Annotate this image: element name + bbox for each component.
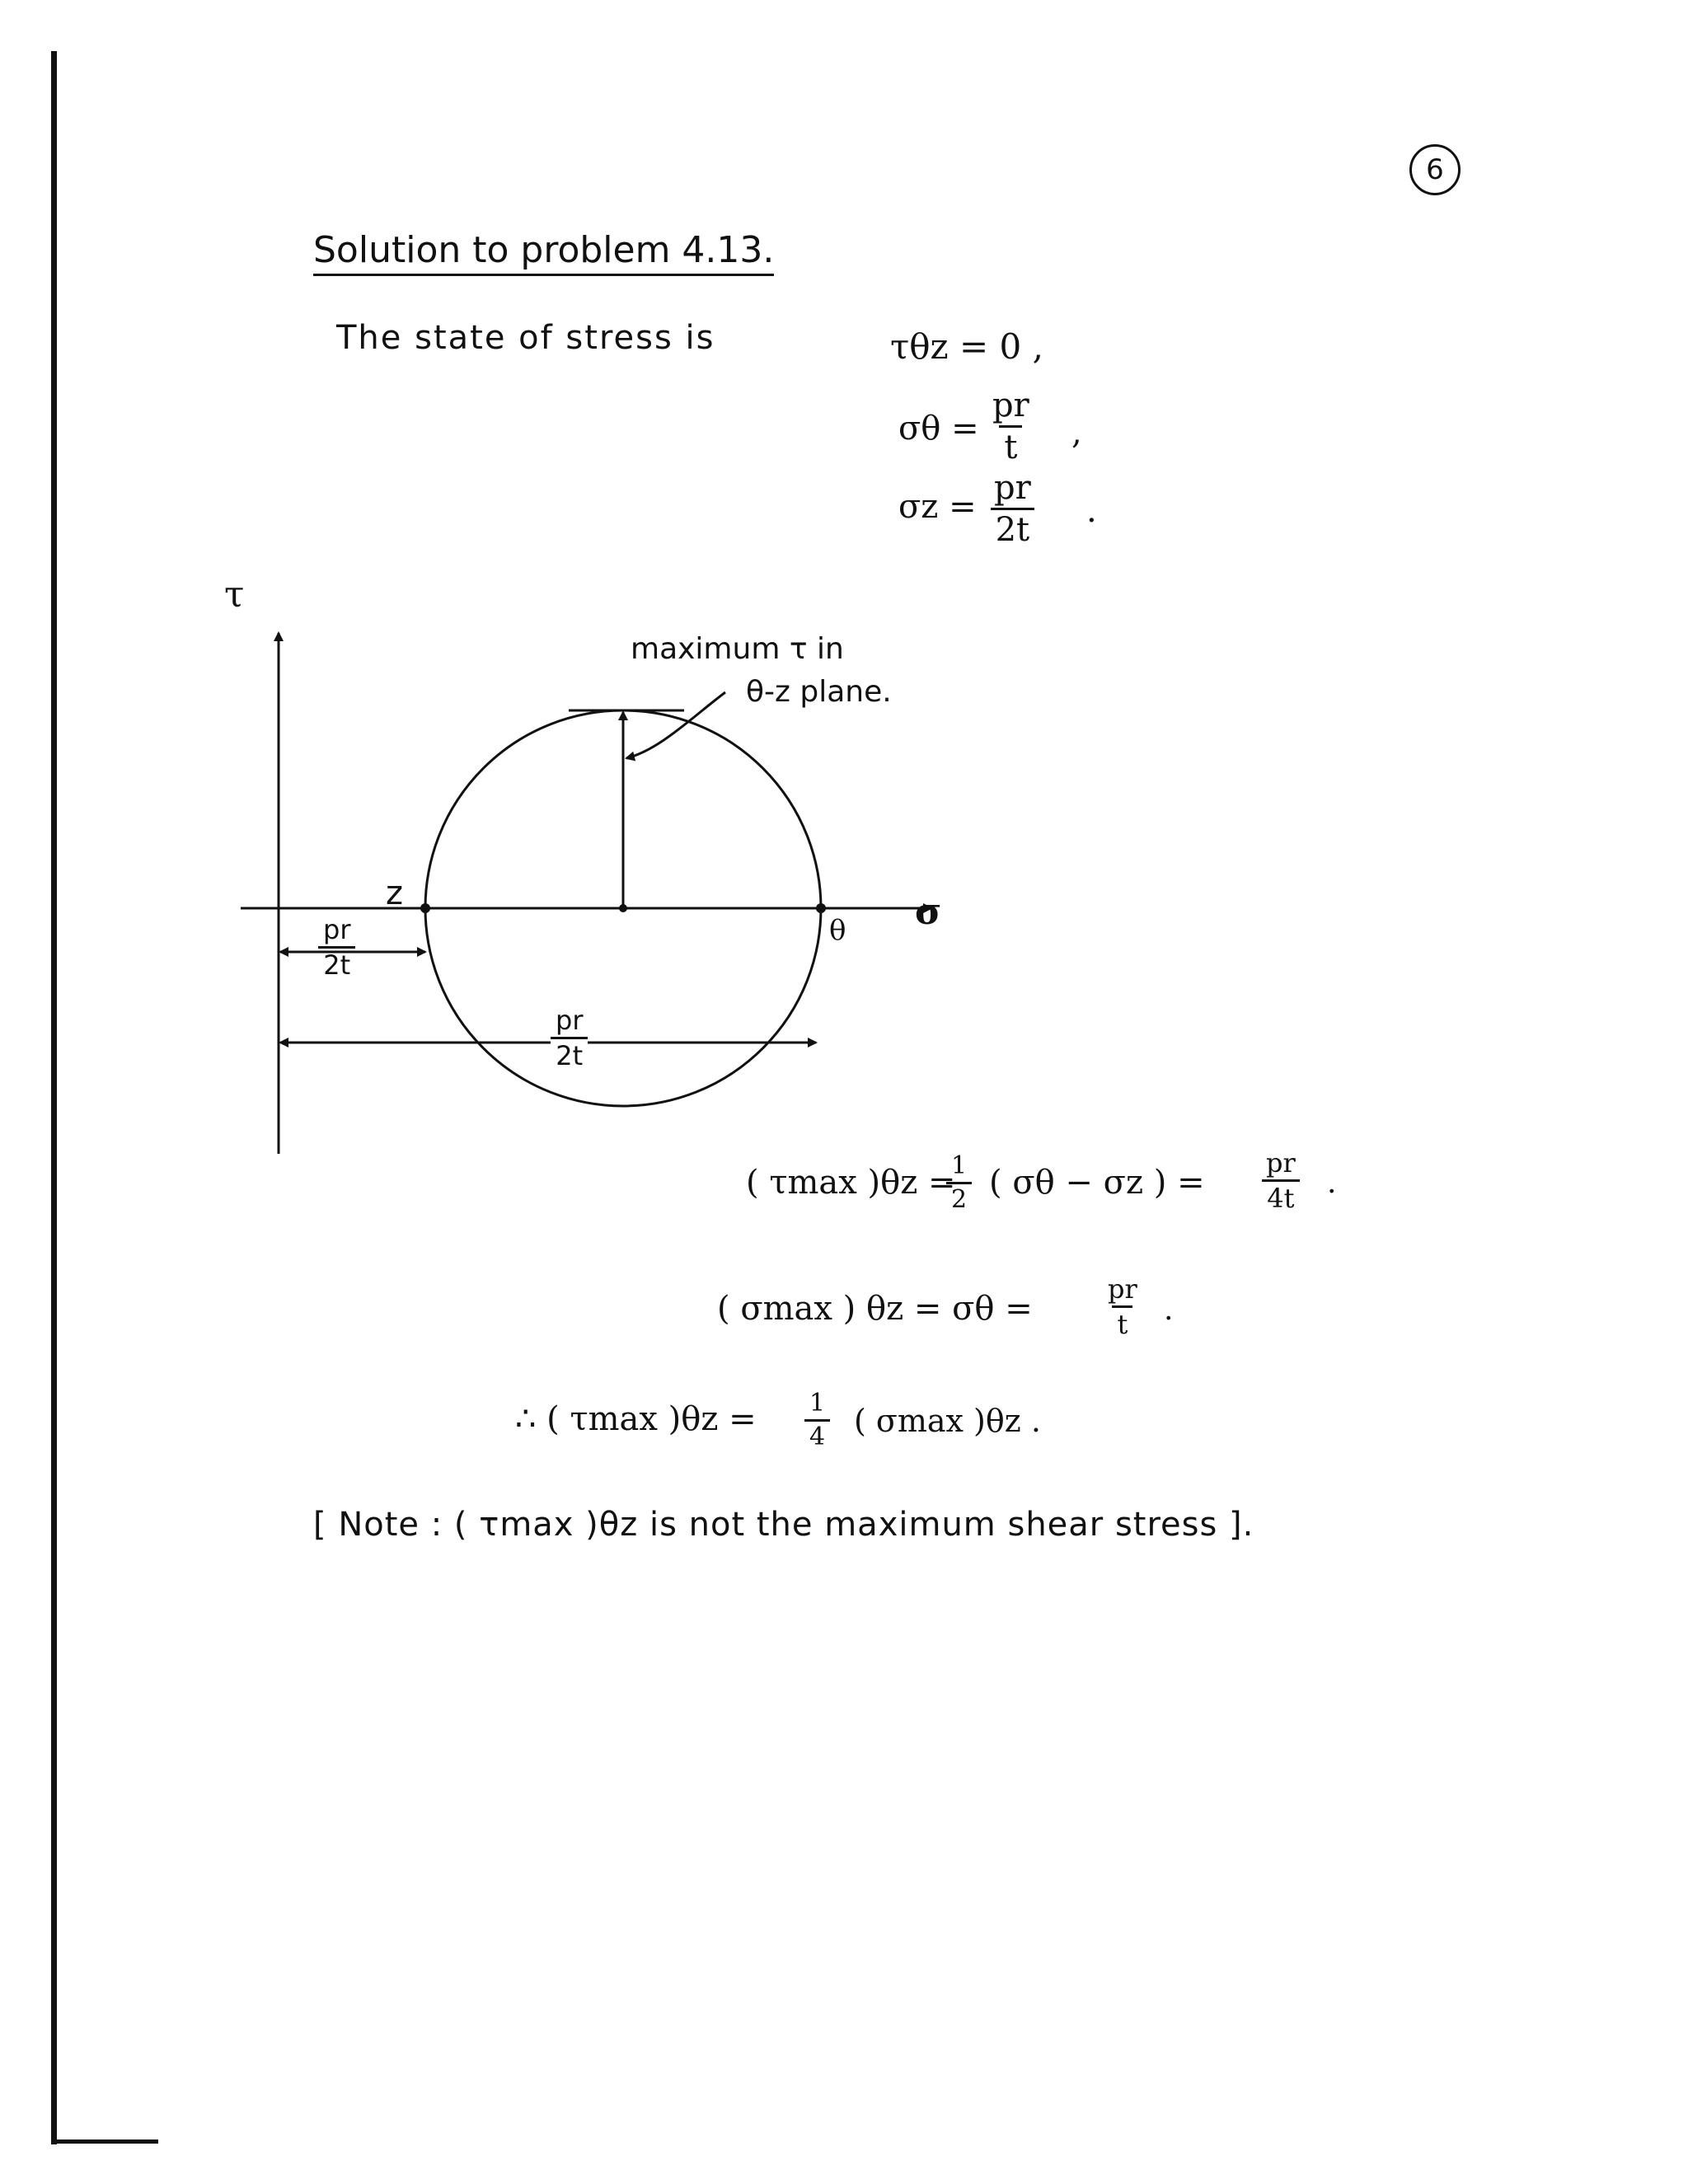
sigma-max-tail: . bbox=[1164, 1293, 1174, 1327]
therefore-lhs: ∴ ( τmax )θz = bbox=[515, 1400, 757, 1438]
theta-point-label: θ bbox=[829, 914, 846, 947]
dimension-2-fraction bbox=[551, 1007, 588, 1069]
z-point-label: z bbox=[386, 874, 403, 912]
sigma-axis-label: σ bbox=[915, 891, 942, 933]
fraction-denominator: 2t bbox=[551, 1037, 588, 1069]
equation-sigma-theta-lhs: σθ = bbox=[898, 410, 979, 448]
fraction-numerator: pr bbox=[992, 387, 1029, 424]
equation-tau-theta-z: τθz = 0 , bbox=[890, 326, 1043, 367]
sigma-max-fraction bbox=[1103, 1273, 1142, 1340]
therefore-fraction bbox=[804, 1391, 830, 1450]
fraction-denominator: 2t bbox=[318, 946, 355, 978]
fraction-numerator: pr bbox=[323, 914, 351, 945]
equation-sigma-z-lhs: σz = bbox=[898, 488, 977, 526]
annotation-leader bbox=[626, 692, 725, 758]
fraction-denominator: 4t bbox=[1262, 1179, 1299, 1212]
point-z bbox=[420, 903, 430, 913]
page-title: Solution to problem 4.13. bbox=[313, 232, 774, 276]
fraction-denominator: t bbox=[1112, 1305, 1132, 1338]
fraction-denominator: 2t bbox=[991, 508, 1035, 546]
annotation-max-tau-line2: θ-z plane. bbox=[746, 675, 892, 709]
page-number: 6 bbox=[1409, 144, 1461, 195]
tau-max-tail: . bbox=[1327, 1166, 1337, 1200]
dimension-1-fraction bbox=[318, 914, 355, 981]
tau-axis-label: τ bbox=[224, 574, 245, 616]
fraction-numerator: 1 bbox=[951, 1151, 968, 1180]
annotation-max-tau-line1: maximum τ in bbox=[631, 632, 844, 666]
fraction-numerator: pr bbox=[1108, 1273, 1137, 1305]
equation-sigma-z-tail: . bbox=[1086, 492, 1097, 530]
sigma-max-lhs: ( σmax ) θz = σθ = bbox=[717, 1290, 1033, 1328]
fraction-numerator: pr bbox=[994, 469, 1031, 507]
tau-max-lhs: ( τmax )θz = bbox=[746, 1164, 956, 1202]
fraction-numerator: 1 bbox=[809, 1389, 826, 1418]
therefore-rhs: ( σmax )θz . bbox=[854, 1403, 1041, 1439]
fraction-denominator: 2 bbox=[946, 1182, 972, 1212]
point-theta bbox=[816, 903, 826, 913]
equation-sigma-theta-tail: , bbox=[1071, 414, 1082, 452]
note: [ Note : ( τmax )θz is not the maximum shear stress ]. bbox=[313, 1506, 1254, 1544]
tau-max-result-fraction bbox=[1261, 1147, 1301, 1214]
fraction-denominator: t bbox=[999, 425, 1022, 464]
circle-center bbox=[619, 904, 627, 912]
fraction-denominator: 4 bbox=[804, 1419, 830, 1450]
state-of-stress-intro: The state of stress is bbox=[336, 319, 715, 357]
fraction-numerator: pr bbox=[556, 1005, 584, 1036]
tau-max-half-fraction bbox=[946, 1151, 972, 1214]
fraction-numerator: pr bbox=[1266, 1147, 1296, 1179]
tau-max-mid: ( σθ − σz ) = bbox=[989, 1164, 1205, 1202]
